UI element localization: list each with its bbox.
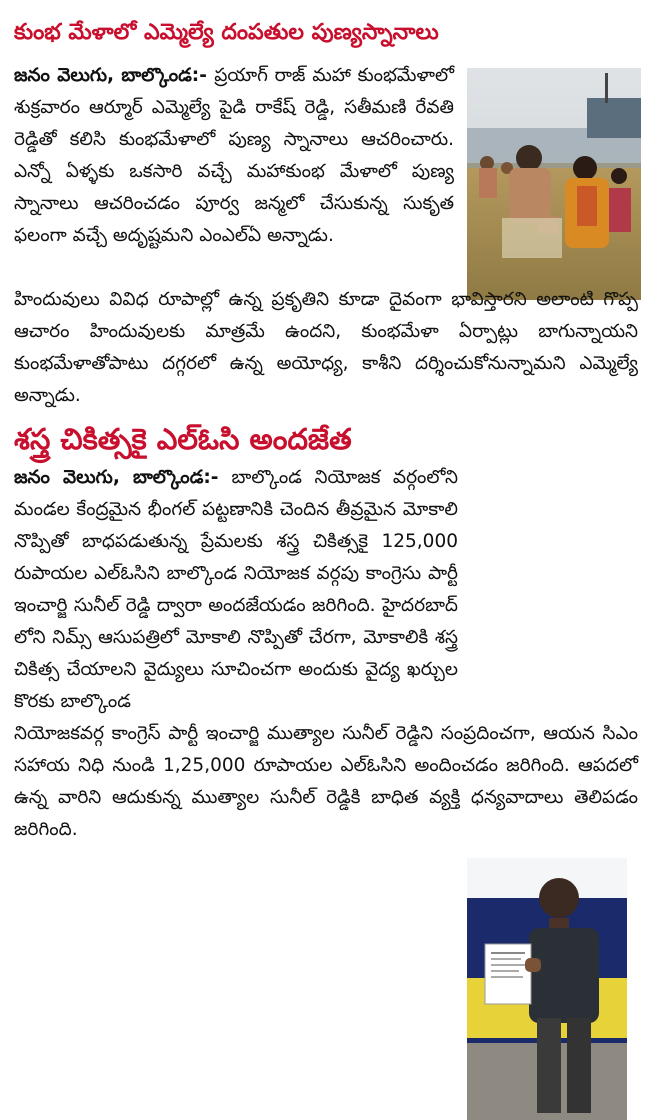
dateline: జనం వెలుగు, బాల్కొండ:- bbox=[14, 467, 232, 488]
dateline: జనం వెలుగు, బాల్కొండ:- bbox=[14, 65, 215, 86]
article-body-text: బాల్కొండ నియోజక వర్గంలోని మండల కేంద్రమైన భీంగల్ పట్టణానికి చెందిన తీవ్రమైన మోకాలి నొప్పితో బాధపడుతున్న ప్రేమలకు శస్త్ర చికిత్సకై 125,000 రుపాయల ఎల్ఓసిని బాల్కొండ నియోజక వర్గపు కాంగ్రెసు పార్టీ ఇంచార్జి సునీల్ రెడ్డి ద్వారా అందజేయడం జరిగింది. హైదరబాద్ లోని నిమ్స్ ఆసుపత్రిలో మోకాలి నొప్పితో చేరగా, మోకాలికి శస్త్ర చికిత్స చేయాలని వైద్యులు సూచించగా అందుకు వైద్య ఖర్చుల కొరకు బాల్కొండ bbox=[14, 467, 458, 712]
photo-holy-dip bbox=[467, 68, 641, 300]
article-headline: కుంభ మేళాలో ఎమ్మెల్యే దంపతుల పుణ్యస్నానాలు bbox=[14, 20, 439, 45]
article-loc-handover bbox=[0, 410, 652, 875]
holy-dip-photo-graphic bbox=[467, 68, 641, 300]
loc-letter-photo-graphic bbox=[467, 858, 627, 1120]
article-headline: శస్త్ర చికిత్సకై ఎల్ఓసి అందజేత bbox=[14, 422, 352, 456]
photo-loc-letter bbox=[467, 858, 627, 1120]
article-body-full: హిందువులు వివిధ రూపాల్లో ఉన్న ప్రకృతిని కూడా దైవంగా భావిస్తారని అలాంటి గొప్ప ఆచారం హిందువులకు మాత్రమే ఉందని, కుంభమేళా ఏర్పాట్లు బాగున్నాయని కుంభమేళాతోపాటు దగ్గరలో ఉన్న అయోధ్య, కాశీని దర్శించుకోనున్నామని ఎమ్మెల్యే అన్నాడు. bbox=[14, 289, 638, 406]
article-body-text: ప్రయాగ్ రాజ్ మహా కుంభమేళాలో శుక్రవారం ఆర్మూర్ ఎమ్మెల్యే పైడి రాకేష్ రెడ్డి, సతీమణి రేవతి రెడ్డితో కలిసి కుంభమేళాలో పుణ్య స్నానాలు ఆచరించారు. ఎన్నో ఏళ్ళకు ఒకసారి వచ్చే మహాకుంభ మేళాలో పుణ్య స్నానాలు ఆచరించడం పూర్వ జన్మలో చేసుకున్న సుకృత ఫలంగా వచ్చే అదృష్టమని ఎంఎల్ఏ అన్నాడు. bbox=[14, 65, 454, 246]
article-kumbh-mela bbox=[0, 0, 652, 410]
article-body-full: నియోజకవర్గ కాంగ్రెస్ పార్టీ ఇంచార్జి ముత్యాల సునీల్ రెడ్డిని సంప్రదించగా, ఆయన సిఎం సహాయ నిధి నుండి 1,25,000 రూపాయల ఎల్ఓసిని అందించడం జరిగింది. ఆపదలో ఉన్న వారిని ఆదుకున్న ముత్యాల సునీల్ రెడ్డికి బాధిత వ్యక్తి ధన్యవాదాలు తెలిపడం జరిగింది. bbox=[14, 723, 638, 840]
article-body-wrapped bbox=[14, 462, 458, 718]
article-body-wrapped bbox=[14, 60, 454, 252]
